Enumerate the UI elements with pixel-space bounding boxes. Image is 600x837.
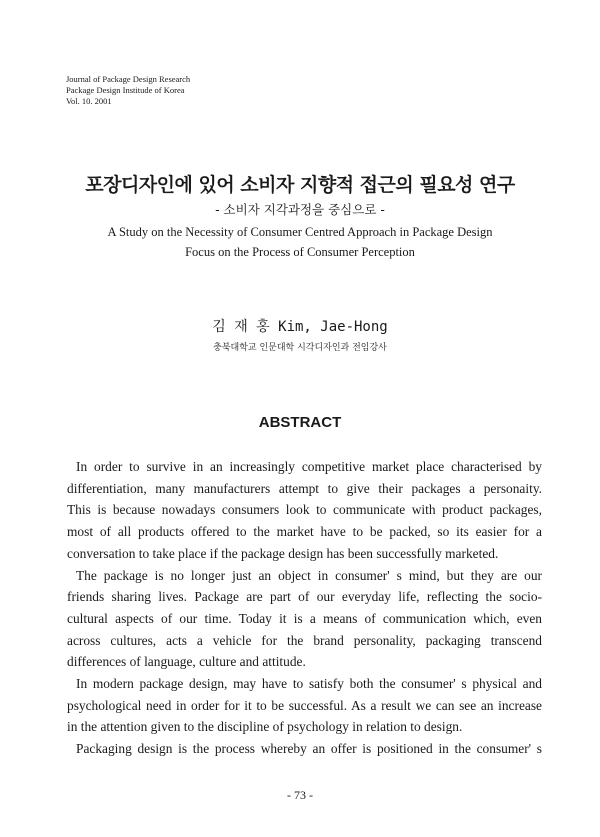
korean-title: 포장디자인에 있어 소비자 지향적 접근의 필요성 연구 [85, 174, 515, 196]
body-line: conversation to take place if the package design has been successfully marketed. [67, 545, 499, 561]
author-name: 김 재 홍 Kim, Jae-Hong [212, 319, 388, 335]
body-line: In order to survive in an increasingly competitive market place characterised by [76, 459, 542, 474]
english-title-line-2: Focus on the Process of Consumer Perception [185, 245, 415, 259]
body-line: across cultures, acts a vehicle for the brand personality, packaging transcend [67, 632, 542, 648]
abstract-paragraph-2 [67, 565, 542, 674]
journal-name: Journal of Package Design Research [66, 74, 191, 84]
journal-volume: Vol. 10. 2001 [66, 96, 112, 106]
body-line: Packaging design is the process whereby an offer is positioned in the consumer' s [76, 741, 542, 757]
abstract-paragraph-4 [67, 738, 542, 760]
english-title [0, 222, 600, 262]
body-line: The package is no longer just an object in consumer' s mind, but they are our [76, 567, 542, 583]
abstract-body [67, 456, 542, 760]
abstract-heading: ABSTRACT [258, 414, 342, 431]
korean-subtitle: - 소비자 지각과정을 중심으로 - [215, 202, 385, 217]
journal-info [66, 74, 190, 107]
body-line: differentiation, many manufacturers attempt to give their packages a personaity. [67, 480, 542, 496]
journal-publisher: Package Design Institude of Korea [66, 85, 185, 95]
english-title-line-1: A Study on the Necessity of Consumer Centred Approach in Package Design [107, 225, 493, 239]
body-line: psychological need in order for it to be successful. As a result we can see an increase [67, 697, 542, 713]
body-line: This is because nowadays consumers look to communicate with product packages, [67, 502, 542, 518]
body-line: differences of language, culture and attitude. [67, 654, 306, 670]
body-line: most of all products offered to the market have to be packed, so its easier for a [67, 524, 542, 540]
abstract-paragraph-3 [67, 673, 542, 738]
body-line: In modern package design, may have to satisfy both the consumer' s physical and [76, 676, 542, 692]
body-line: cultural aspects of our time. Today it is a means of communication which, even [67, 610, 542, 626]
body-line: in the attention given to the discipline of psychology in relation to design. [67, 719, 463, 735]
abstract-paragraph-1 [67, 456, 542, 565]
author-affiliation: 충북대학교 인문대학 시각디자인과 전임강사 [213, 343, 387, 353]
page-number: - 73 - [287, 788, 313, 802]
body-line: friends sharing lives. Package are part of our everyday life, reflecting the socio- [67, 589, 542, 605]
